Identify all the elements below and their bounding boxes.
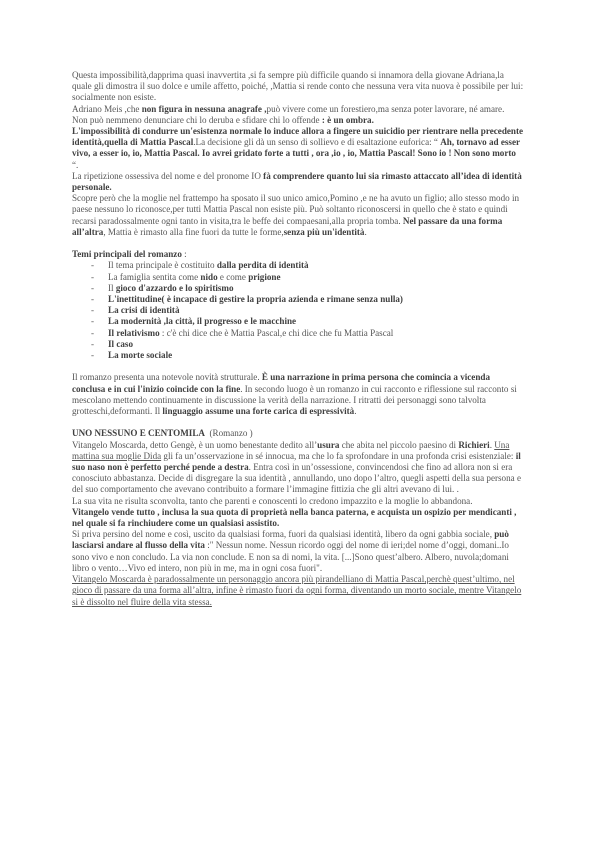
paragraph-intro bbox=[72, 70, 524, 104]
paragraph-adriano-meis bbox=[72, 104, 524, 115]
text: Adriano Meis ,che bbox=[72, 103, 142, 114]
bold-text: L'inettitudine( è incapace di gestire la propria azienda e rimane senza nulla) bbox=[108, 294, 403, 305]
text: può vivere come un forestiero,ma senza poter lavorare, né amare. bbox=[266, 103, 505, 114]
bold-text: Vitangelo vende tutto , inclusa la sua quota di proprietà nella banca paterna, e acquista un ospizio per mendicanti , nel quale si fa rinchiudere come un qualsiasi assistito. bbox=[72, 506, 517, 529]
list-item bbox=[72, 305, 524, 316]
list-item bbox=[72, 350, 524, 361]
text: e come bbox=[217, 271, 249, 282]
bold-text: dalla perdita di identità bbox=[216, 260, 309, 271]
bold-text: può lasciarsi andare al flusso della vita bbox=[72, 529, 509, 551]
bold-text: gioco d'azzardo e lo spiritismo bbox=[115, 282, 234, 293]
text: Vitangelo Moscarda, detto Gengè, è un uomo benestante dedito all’ bbox=[72, 439, 318, 450]
text: Il bbox=[108, 282, 116, 293]
text: Si priva persino del nome e così, uscito da qualsiasi forma, fuori da qualsiasi identità, libero da ogni gabbia sociale, bbox=[72, 529, 495, 540]
subtitle-text: (Romanzo ) bbox=[204, 428, 253, 439]
bold-text: fà comprendere quanto lui sia rimasto attaccato all’idea di identità personale. bbox=[72, 170, 522, 193]
underlined-text: Una mattina sua moglie Dida bbox=[72, 439, 510, 461]
text: “. bbox=[72, 159, 79, 170]
paragraph-scopre bbox=[72, 193, 524, 238]
text: .La decisione gli dà un senso di sollievo e di esaltazione euforica: “ bbox=[193, 137, 441, 148]
bold-quote: Ah, tornavo ad esser vivo, a esser io, io, Mattia Pascal. Io avrei gridato forte a tutti , ora ,io , io, Mattia Pascal! Sono io ! Non sono morto bbox=[72, 137, 520, 159]
paragraph-struttura bbox=[72, 372, 524, 417]
text: La famiglia sentita come bbox=[108, 271, 201, 282]
list-item bbox=[72, 260, 524, 271]
bold-text: : è un ombra. bbox=[321, 114, 374, 125]
text: Non può nemmeno denunciare chi lo deruba e sfidare chi lo offende bbox=[72, 114, 322, 125]
paragraph-ripetizione bbox=[72, 171, 524, 193]
text: :" Nessun nome. Nessun ricordo oggi del nome di ieri;del nome d’oggi, domani..Io sono vivo e non concludo. La via non conclude. E non sa di nomi, la vita. [...]Sono quest’albero. Albero, nuvola;domani libro o vento…Vivo ed intero, non più in me, ma in ogni cosa fuori". bbox=[72, 540, 509, 573]
text: Il romanzo presenta una notevole novità strutturale. bbox=[72, 372, 262, 383]
paragraph-vende bbox=[72, 507, 524, 529]
themes-heading bbox=[72, 249, 524, 260]
list-item bbox=[72, 294, 524, 305]
bold-text: La modernità ,la città, il progresso e le macchine bbox=[108, 316, 297, 327]
title-text: UNO NESSUNO E CENTOMILA bbox=[72, 428, 205, 439]
bold-text: non figura in nessuna anagrafe , bbox=[141, 103, 267, 114]
text: : c'è chi dice che è Mattia Pascal,e chi dice che fu Mattia Pascal bbox=[159, 327, 394, 338]
paragraph-sconvolta bbox=[72, 496, 524, 507]
text: che abita nel piccolo paesino di bbox=[339, 439, 459, 450]
text: Questa impossibilità,dapprima quasi inavvertita ,si fa sempre più difficile quando si innamora della giovane Adriana,la quale gli dimostra il suo dolce e umile affetto, poiché, ,Mattia si rende conto che nessuna vera vita nuova è possibile per lui: socialmente non esiste. bbox=[72, 70, 524, 103]
document-page bbox=[72, 70, 524, 608]
paragraph-ombra bbox=[72, 115, 524, 126]
list-item bbox=[72, 328, 524, 339]
bold-text: nido bbox=[200, 271, 218, 282]
bold-text: Nel passare da una forma all’altra bbox=[72, 215, 503, 237]
bold-text: usura bbox=[317, 439, 340, 450]
list-item bbox=[72, 339, 524, 350]
text: La ripetizione ossessiva del nome e del pronome IO bbox=[72, 170, 264, 181]
text: gli fa un’osservazione in sé innocua, ma che lo fa sprofondare in una profonda crisi esistenziale: bbox=[161, 450, 516, 461]
section-title bbox=[72, 428, 524, 439]
text: , Mattia è rimasto alla fine fuori da tutte le forme, bbox=[103, 226, 284, 237]
text: . bbox=[354, 406, 357, 417]
bold-text: il suo naso non è perfetto perché pende a destra bbox=[72, 450, 521, 473]
text: : bbox=[181, 249, 187, 260]
bold-text: linguaggio assume una forte carica di espressività bbox=[162, 406, 355, 417]
text: . bbox=[364, 226, 367, 237]
list-item bbox=[72, 283, 524, 294]
text: . bbox=[489, 439, 495, 450]
text: Il tema principale è costituito bbox=[108, 260, 217, 271]
bold-text: prigione bbox=[248, 271, 281, 282]
list-item bbox=[72, 316, 524, 327]
text: Scopre però che la moglie nel frattempo ha sposato il suo unico amico,Pomino ,e ne ha avuto un figlio; allo stesso modo in paese nessuno lo riconosce,per tutti Mattia Pascal non esiste più. Può soltanto riconoscersi in quello che è stato e quindi recarsi paradossalmente ogni tanto in visita,tra le beffe dei compaesani,alla propria tomba. bbox=[72, 193, 520, 226]
bold-text: Richieri bbox=[458, 439, 490, 450]
paragraph-vitangelo bbox=[72, 440, 524, 496]
bold-text: Il relativismo bbox=[108, 327, 160, 338]
paragraph-suicidio bbox=[72, 126, 524, 171]
text: La sua vita ne risulta sconvolta, tanto che parenti e conoscenti lo credono impazzito e la moglie lo abbandona. bbox=[72, 495, 473, 506]
paragraph-conclusione bbox=[72, 574, 524, 608]
list-item bbox=[72, 272, 524, 283]
underlined-text: Vitangelo Moscarda è paradossalmente un personaggio ancora più pirandelliano di Mattia Pascal,perchè quest’ultimo, nel gioco di passare da una forma all’altra, infine è rimasto fuori da ogni forma, diventando un morto sociale, mentre Vitangelo si è dissolto nel fluire della vita stessa. bbox=[72, 574, 522, 607]
bold-text: Il caso bbox=[108, 338, 134, 349]
text: . In secondo luogo è un romanzo in cui racconto e riflessione sul racconto si mescolano mettendo continuamente in discussione la verità della narrazione. I ritratti dei personaggi sono talvolta grotteschi,deformanti. Il bbox=[72, 383, 517, 417]
bold-text: L'impossibilità di condurre un'esistenza normale lo induce allora a fingere un suicidio per rientrare nella precedente identità,quella di Mattia Pascal bbox=[72, 126, 524, 148]
paragraph-priva bbox=[72, 529, 524, 574]
themes-list bbox=[72, 260, 524, 361]
bold-text: La morte sociale bbox=[108, 350, 173, 361]
bold-text: La crisi di identità bbox=[108, 305, 180, 316]
bold-text: È una narrazione in prima persona che comincia a vicenda conclusa e in cui l'inizio coincide con la fine bbox=[72, 372, 491, 394]
text: . Entra così in un’ossessione, convincendosi che fino ad allora non si era conosciuto abbastanza. Decide di disgregare la sua identità , annullando, uno dopo l’altro, quegli aspetti della sua persona e del suo comportamento che avevano contribuito a formare l’immagine fittizia che gli altri avevano di lui. . bbox=[72, 462, 521, 495]
bold-text: senza più un'identità bbox=[283, 226, 365, 237]
heading-text: Temi principali del romanzo bbox=[72, 249, 182, 260]
